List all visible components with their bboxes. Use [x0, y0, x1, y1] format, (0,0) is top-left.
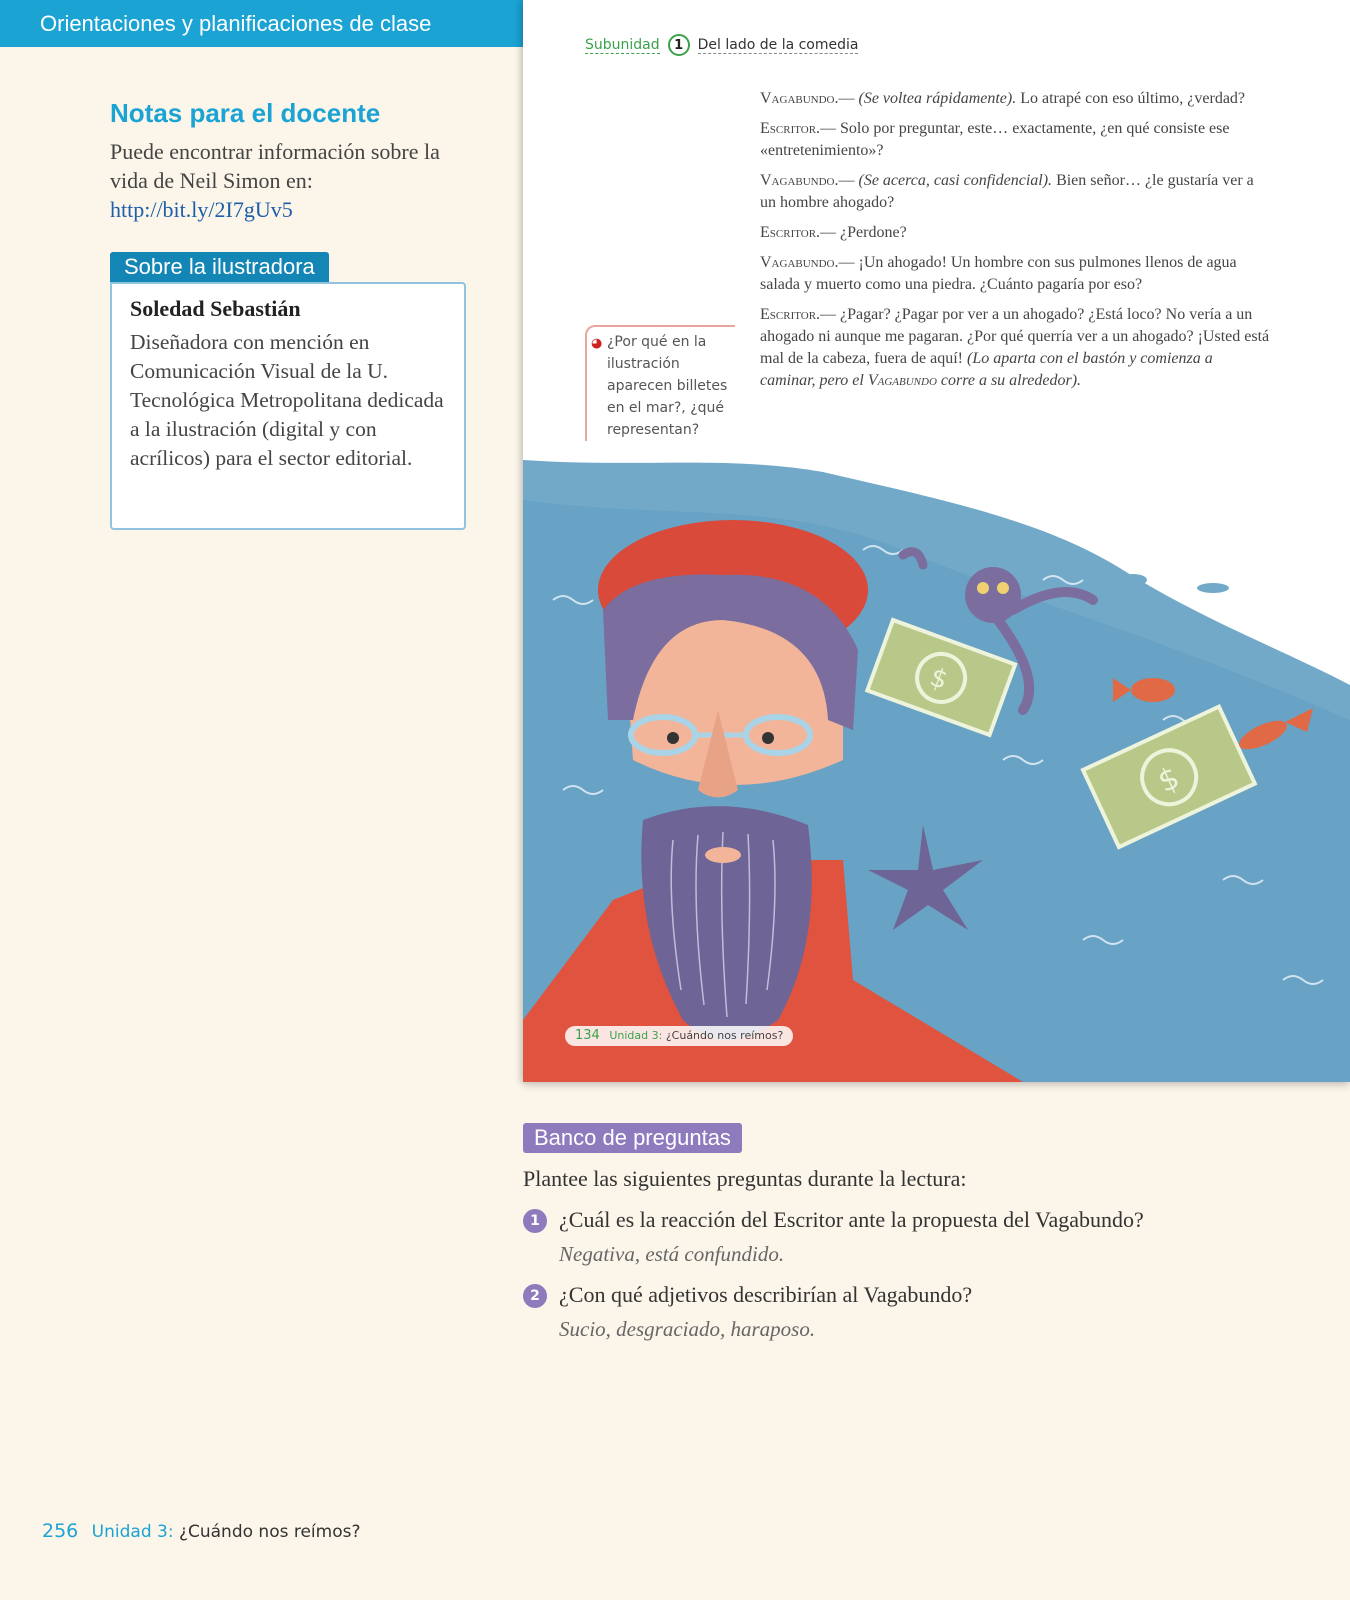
dialogue-line: Vagabundo.— (Se acerca, casi confidencial). Bien señor… ¿le gustaría ver a un hombre ahogado? — [760, 172, 1254, 211]
subunit-title: Del lado de la comedia — [697, 36, 859, 53]
neil-simon-link[interactable]: http://bit.ly/2I7gUv5 — [110, 197, 293, 222]
footer-title: ¿Cuándo nos reímos? — [178, 1522, 361, 1542]
notes-body — [110, 137, 440, 224]
illustrator-description: Diseñadora con mención en Comunicación Visual de la U. Tecnológica Metropolitana dedicada a la ilustración (digital y con acrílicos) para el sector editorial. — [130, 330, 444, 470]
illustrator-box — [110, 282, 466, 530]
svg-text:$: $ — [925, 662, 952, 697]
subunit-number: 1 — [668, 34, 690, 56]
question-answer: Sucio, desgraciado, haraposo. — [559, 1317, 816, 1341]
notes-text: Puede encontrar información sobre la vida de Neil Simon en: — [110, 139, 440, 193]
margin-question — [585, 325, 735, 441]
notes-title: Notas para el docente — [110, 98, 381, 128]
page-footer — [42, 1520, 361, 1542]
book-footer-title: ¿Cuándo nos reímos? — [665, 1029, 784, 1042]
book-page-footer — [565, 1026, 793, 1046]
student-book-page — [523, 0, 1350, 1082]
subunit-label: Subunidad — [585, 36, 660, 53]
dialogue-text — [760, 88, 1270, 400]
question-bank-intro: Plantee las siguientes preguntas durante la lectura: — [523, 1166, 967, 1191]
illustrator-tab: Sobre la ilustradora — [110, 252, 329, 282]
margin-question-text: ¿Por qué en la ilustración aparecen billetes en el mar?, ¿qué representan? — [607, 334, 728, 438]
sea-illustration — [523, 460, 1350, 1082]
dialogue-line: Escritor.— ¿Perdone? — [760, 224, 907, 241]
book-footer-unit: Unidad 3: — [609, 1029, 663, 1042]
section-banner: Orientaciones y planificaciones de clase — [0, 0, 523, 47]
question-answer: Negativa, está confundido. — [559, 1242, 785, 1266]
dialogue-line: Vagabundo.— (Se voltea rápidamente). Lo atrapé con eso último, ¿verdad? — [760, 90, 1246, 107]
question-number: 1 — [523, 1209, 547, 1233]
question-bank-tab: Banco de preguntas — [523, 1123, 742, 1153]
page-number: 256 — [42, 1520, 79, 1542]
footer-unit: Unidad 3: — [91, 1522, 174, 1542]
subunit-header — [585, 34, 858, 56]
dialogue-line: Escritor.— ¿Pagar? ¿Pagar por ver a un ahogado? ¿Está loco? No vería a un ahogado ni aunque me pagaran. ¿Por qué querría ver a un ahogado? ¡Usted está mal de la cabeza, fuera de aquí! (Lo aparta con el bastón y comienza a caminar, pero el Vagabundo corre a su alrededor). — [760, 306, 1270, 389]
question-number: 2 — [523, 1284, 547, 1308]
svg-text:$: $ — [1152, 760, 1185, 801]
dialogue-line: Vagabundo.— ¡Un ahogado! Un hombre con sus pulmones llenos de agua salada y muerto como una piedra. ¿Cuánto pagaría por eso? — [760, 254, 1237, 293]
question-text: ¿Cuál es la reacción del Escritor ante la propuesta del Vagabundo? — [559, 1207, 1144, 1232]
book-page-number: 134 — [575, 1028, 600, 1043]
dialogue-line: Escritor.— Solo por preguntar, este… exactamente, ¿en qué consiste ese «entretenimiento»? — [760, 120, 1230, 159]
eye-icon: ◕ — [591, 336, 603, 351]
illustrator-name: Soledad Sebastián — [130, 296, 301, 321]
question-text: ¿Con qué adjetivos describirían al Vagabundo? — [559, 1282, 973, 1307]
